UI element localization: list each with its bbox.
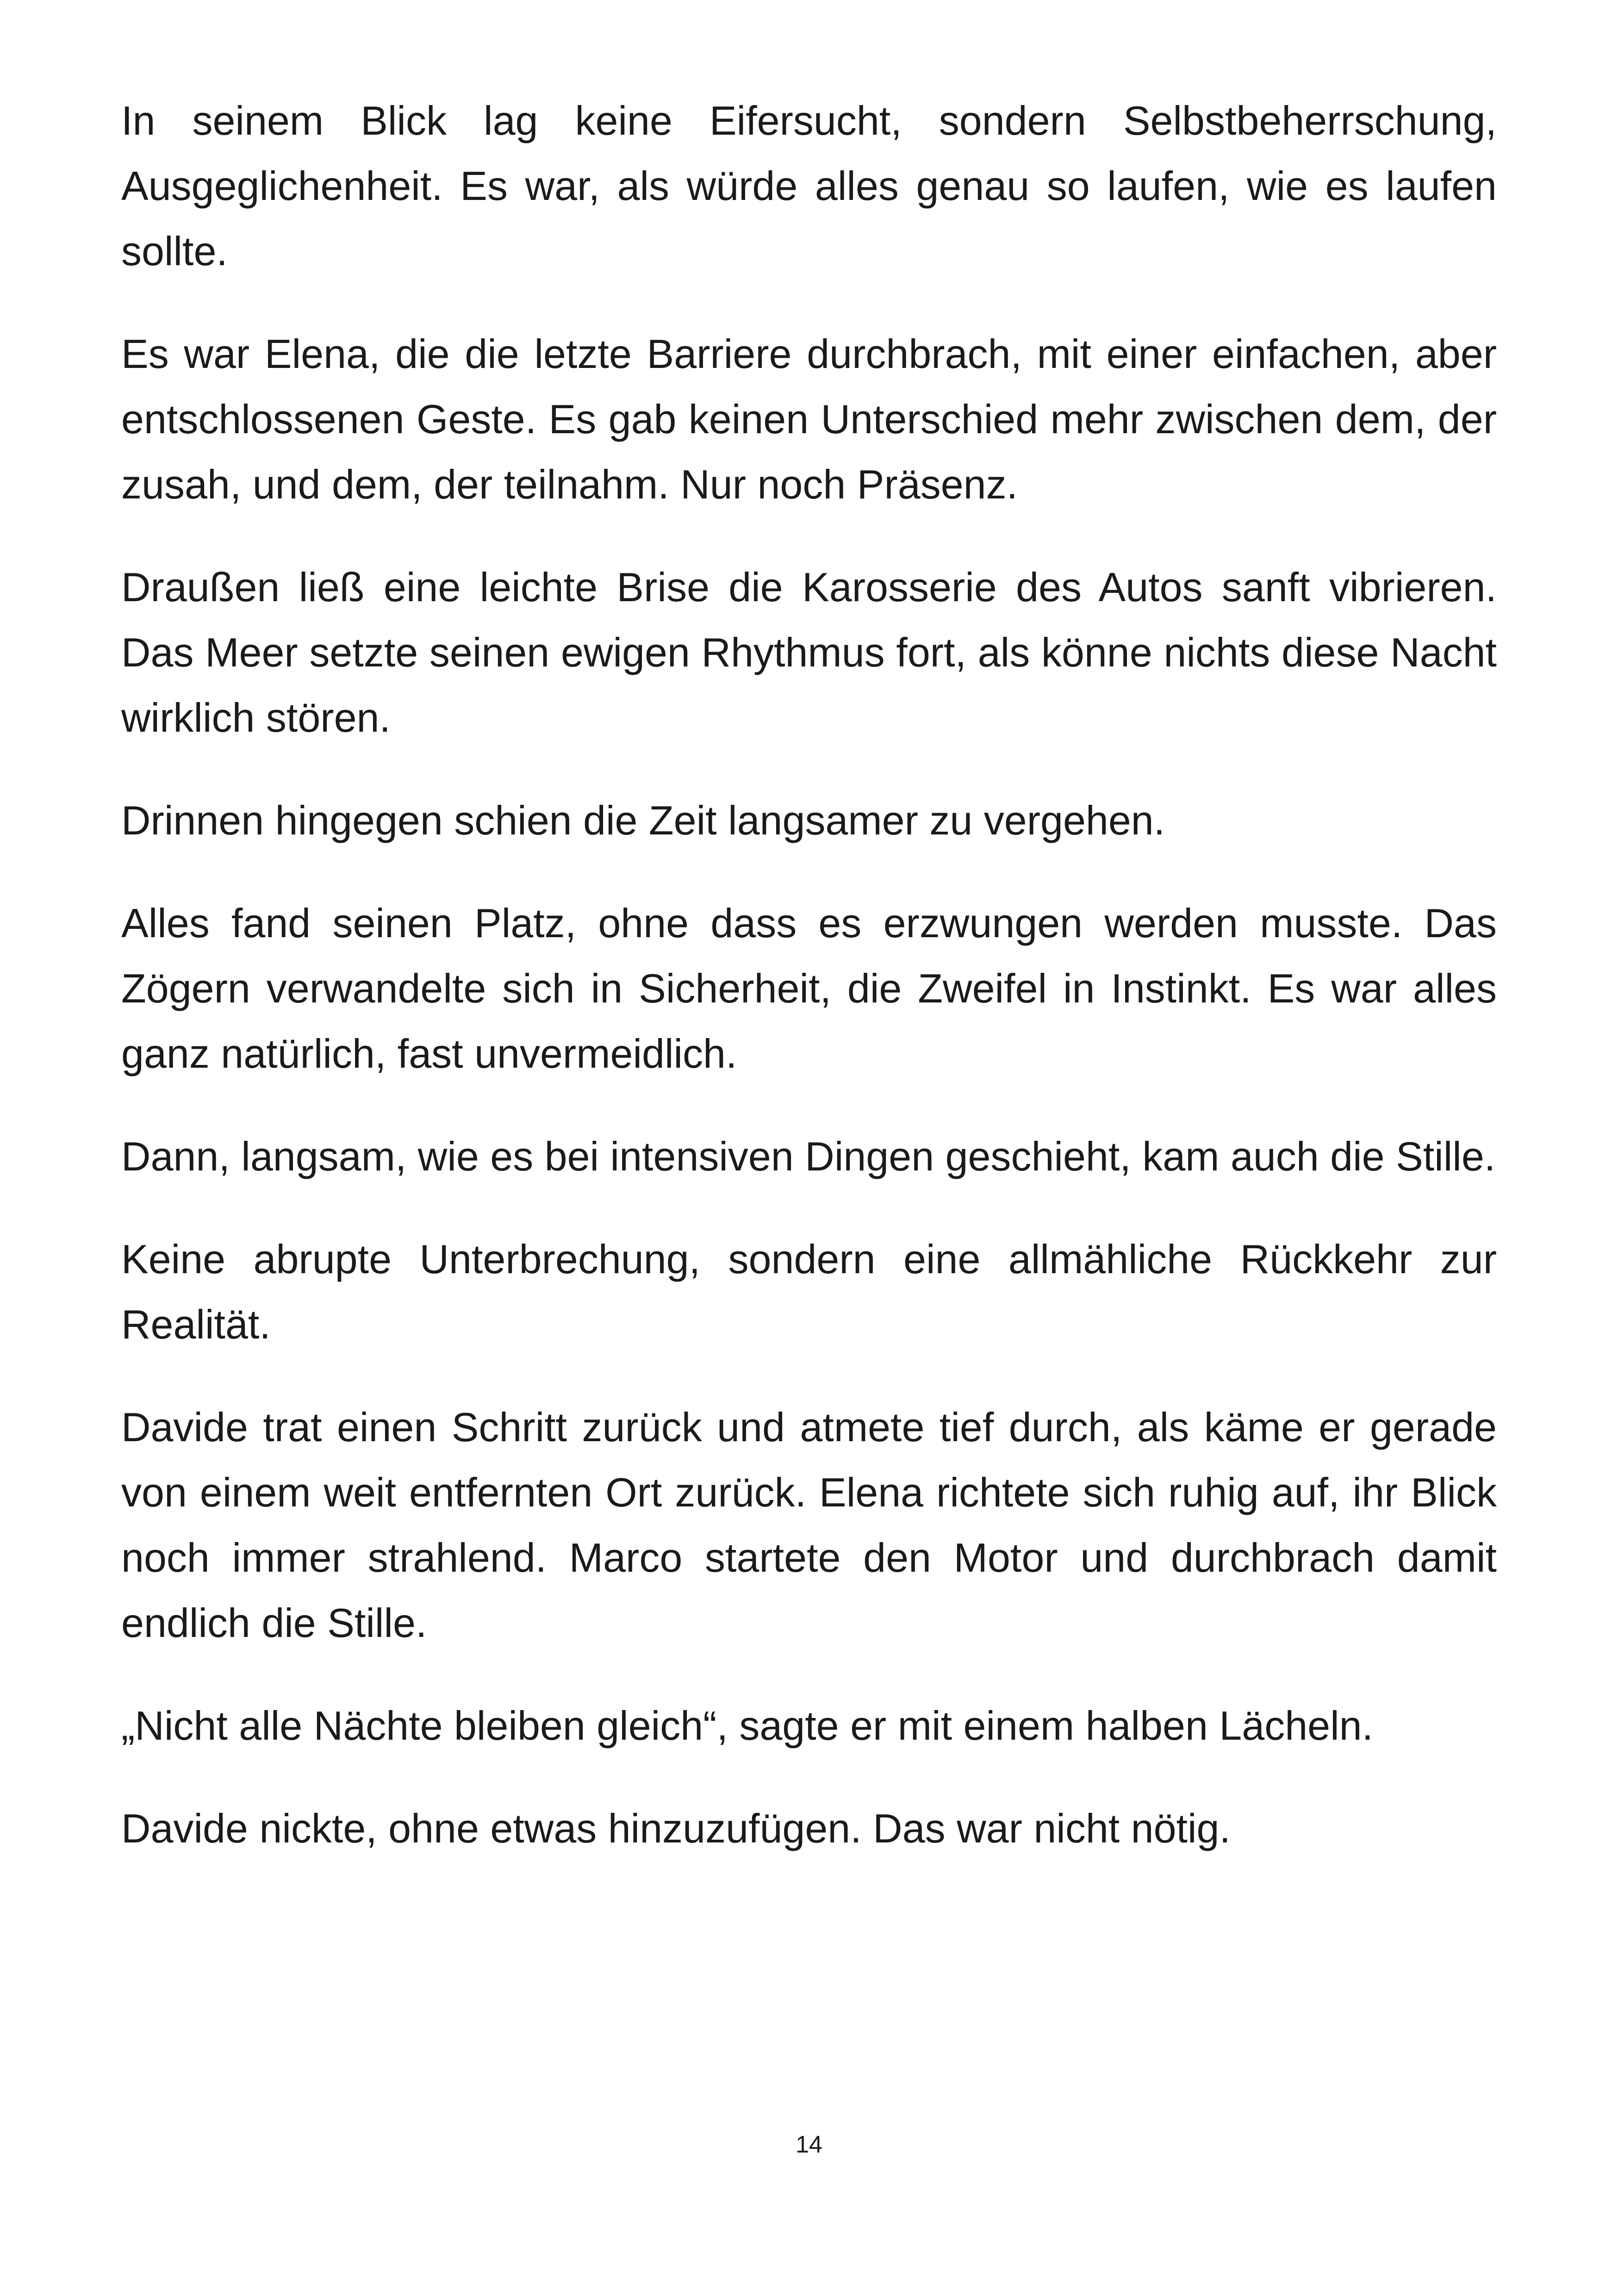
paragraph-9: „Nicht alle Nächte bleiben gleich“, sagte er mit einem halben Lächeln. bbox=[121, 1703, 1374, 1748]
body-text bbox=[121, 88, 1497, 1898]
paragraph-2: Es war Elena, die die letzte Barriere durchbrach, mit einer einfachen, aber entschlossenen Geste. Es gab keinen Unterschied mehr zwischen dem, der zusah, und dem, der teilnahm. Nur noch Präsenz. bbox=[121, 331, 1497, 507]
paragraph-5: Alles fand seinen Platz, ohne dass es erzwungen werden musste. Das Zögern verwandelte sich in Sicherheit, die Zweifel in Instinkt. Es war alles ganz natürlich, fast unvermeidlich. bbox=[121, 900, 1497, 1076]
paragraph-8: Davide trat einen Schritt zurück und atmete tief durch, als käme er gerade von einem weit entfernten Ort zurück. Elena richtete sich ruhig auf, ihr Blick noch immer strahlend. Marco startete den Motor und durchbrach damit endlich die Stille. bbox=[121, 1404, 1497, 1646]
paragraph-4: Drinnen hingegen schien die Zeit langsamer zu vergehen. bbox=[121, 797, 1165, 843]
paragraph-10: Davide nickte, ohne etwas hinzuzufügen. Das war nicht nötig. bbox=[121, 1805, 1231, 1851]
page-number: 14 bbox=[796, 2131, 822, 2158]
paragraph-3: Draußen ließ eine leichte Brise die Karosserie des Autos sanft vibrieren. Das Meer setzte seinen ewigen Rhythmus fort, als könne nichts diese Nacht wirklich stören. bbox=[121, 564, 1497, 740]
paragraph-1: In seinem Blick lag keine Eifersucht, sondern Selbstbeherrschung, Ausgeglichenheit. Es war, als würde alles genau so laufen, wie es laufen sollte. bbox=[121, 98, 1497, 274]
paragraph-6: Dann, langsam, wie es bei intensiven Dingen geschieht, kam auch die Stille. bbox=[121, 1133, 1496, 1179]
paragraph-7: Keine abrupte Unterbrechung, sondern eine allmähliche Rückkehr zur Realität. bbox=[121, 1236, 1497, 1347]
